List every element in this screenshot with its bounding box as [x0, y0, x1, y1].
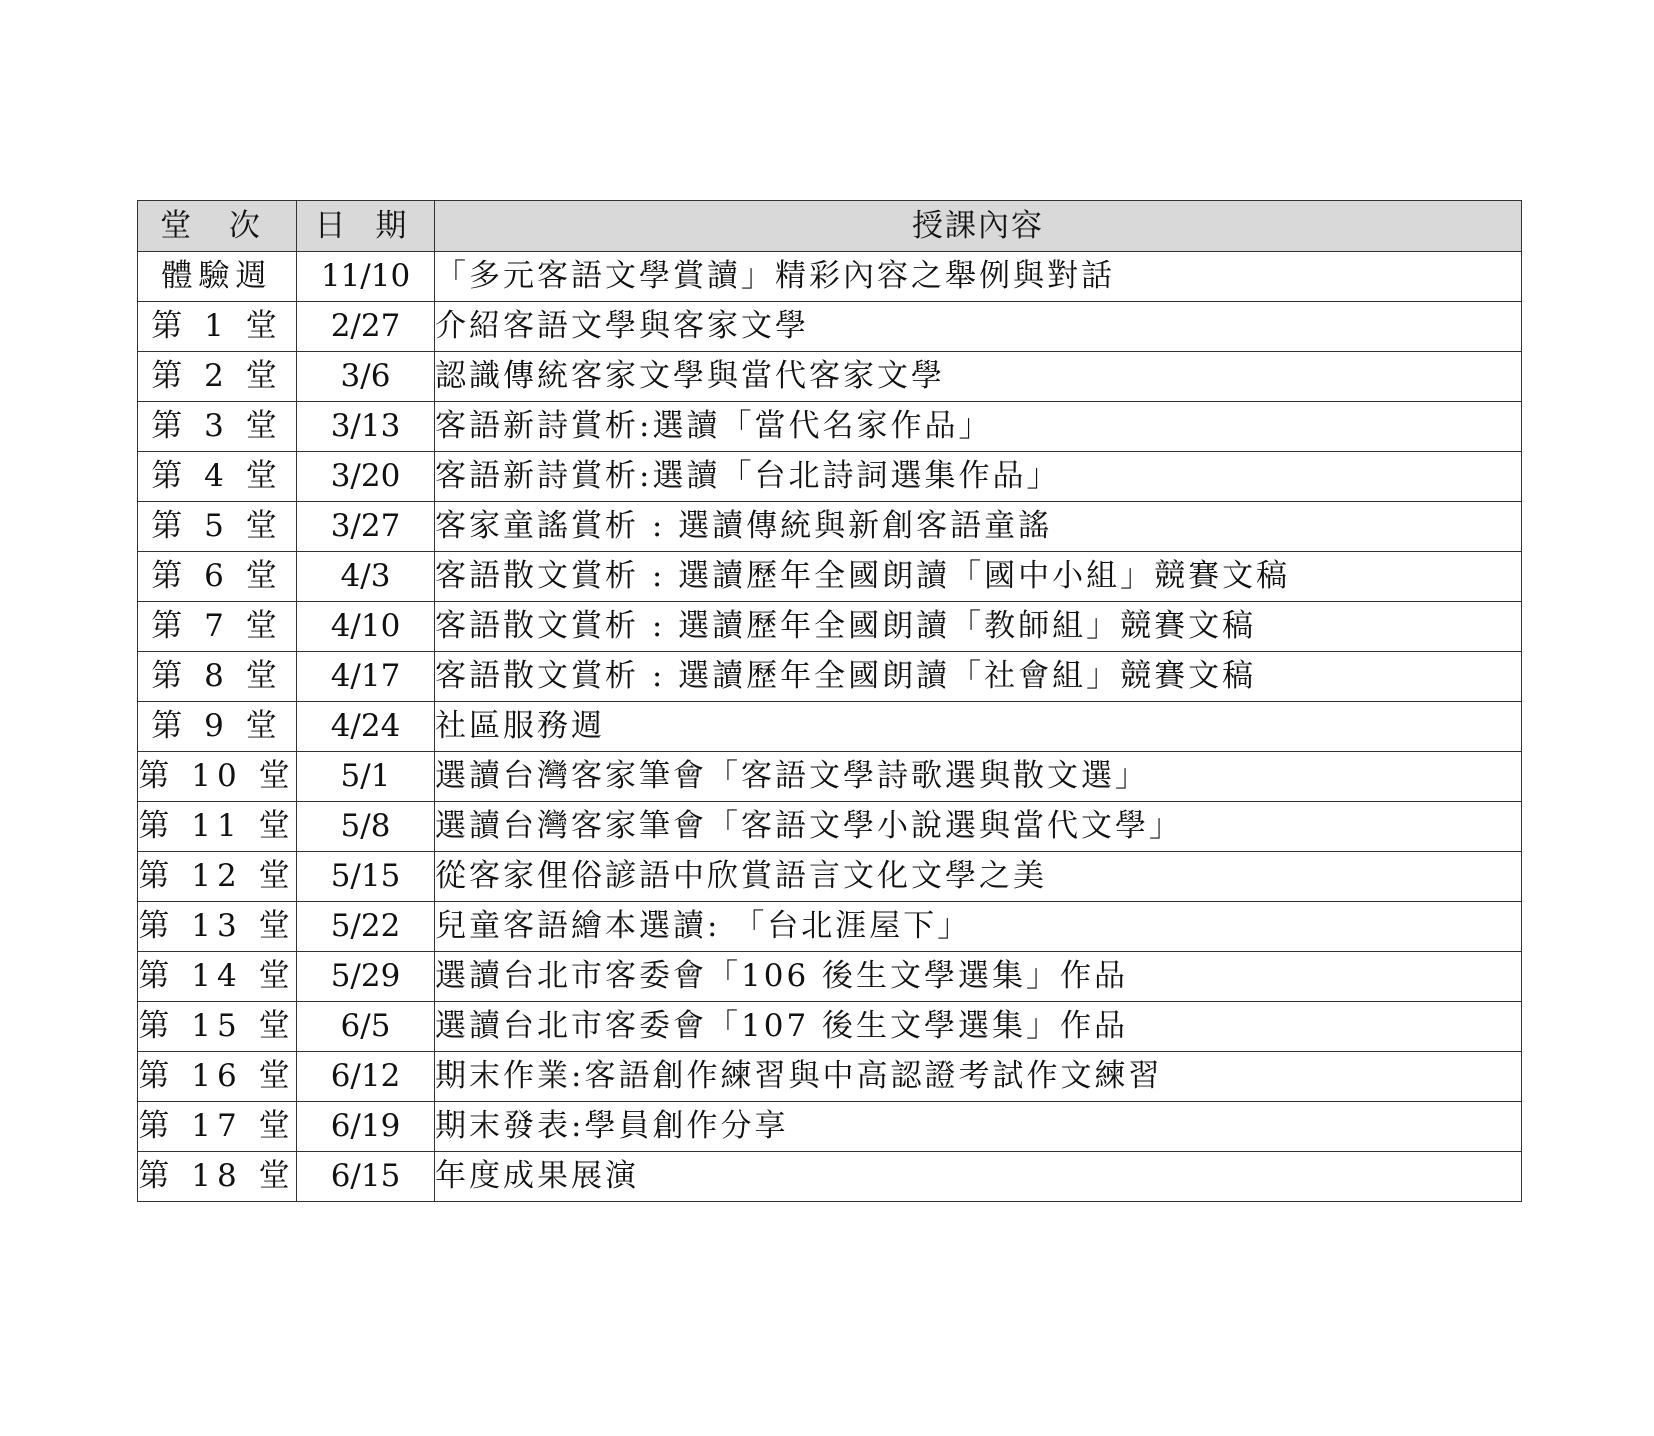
date-cell: 3/6 — [297, 352, 435, 402]
date-cell: 3/27 — [297, 502, 435, 552]
content-cell: 社區服務週 — [435, 702, 1522, 752]
session-cell: 第 8 堂 — [138, 652, 297, 702]
session-cell: 第 5 堂 — [138, 502, 297, 552]
header-session: 堂 次 — [138, 201, 297, 252]
date-cell: 5/8 — [297, 802, 435, 852]
content-cell: 客家童謠賞析 : 選讀傳統與新創客語童謠 — [435, 502, 1522, 552]
table-row — [138, 552, 1522, 602]
date-cell: 6/15 — [297, 1152, 435, 1202]
content-cell: 期末發表:學員創作分享 — [435, 1102, 1522, 1152]
date-cell: 3/13 — [297, 402, 435, 452]
content-cell: 客語散文賞析 : 選讀歷年全國朗讀「社會組」競賽文稿 — [435, 652, 1522, 702]
table-row — [138, 1152, 1522, 1202]
session-cell: 第 10 堂 — [138, 752, 297, 802]
table-row — [138, 902, 1522, 952]
session-cell: 第 1 堂 — [138, 302, 297, 352]
table-row — [138, 602, 1522, 652]
table-row — [138, 452, 1522, 502]
content-cell: 期末作業:客語創作練習與中高認證考試作文練習 — [435, 1052, 1522, 1102]
content-cell: 從客家俚俗諺語中欣賞語言文化文學之美 — [435, 852, 1522, 902]
session-cell: 體驗週 — [138, 252, 297, 302]
content-cell: 「多元客語文學賞讀」精彩內容之舉例與對話 — [435, 252, 1522, 302]
course-schedule-table — [137, 200, 1522, 1202]
session-cell: 第 7 堂 — [138, 602, 297, 652]
header-date: 日 期 — [297, 201, 435, 252]
date-cell: 6/19 — [297, 1102, 435, 1152]
content-cell: 年度成果展演 — [435, 1152, 1522, 1202]
session-cell: 第 14 堂 — [138, 952, 297, 1002]
content-cell: 選讀台北市客委會「107 後生文學選集」作品 — [435, 1002, 1522, 1052]
content-cell: 介紹客語文學與客家文學 — [435, 302, 1522, 352]
date-cell: 4/24 — [297, 702, 435, 752]
content-cell: 客語新詩賞析:選讀「台北詩詞選集作品」 — [435, 452, 1522, 502]
header-row — [138, 201, 1522, 252]
table-row — [138, 952, 1522, 1002]
content-cell: 認識傳統客家文學與當代客家文學 — [435, 352, 1522, 402]
date-cell: 2/27 — [297, 302, 435, 352]
date-cell: 6/5 — [297, 1002, 435, 1052]
session-cell: 第 4 堂 — [138, 452, 297, 502]
date-cell: 5/15 — [297, 852, 435, 902]
session-cell: 第 16 堂 — [138, 1052, 297, 1102]
content-cell: 客語散文賞析 : 選讀歷年全國朗讀「教師組」競賽文稿 — [435, 602, 1522, 652]
table-row — [138, 402, 1522, 452]
table-row — [138, 702, 1522, 752]
session-cell: 第 13 堂 — [138, 902, 297, 952]
date-cell: 5/1 — [297, 752, 435, 802]
session-cell: 第 3 堂 — [138, 402, 297, 452]
table-body — [138, 252, 1522, 1202]
session-cell: 第 6 堂 — [138, 552, 297, 602]
table-row — [138, 652, 1522, 702]
table-row — [138, 1052, 1522, 1102]
content-cell: 客語散文賞析 : 選讀歷年全國朗讀「國中小組」競賽文稿 — [435, 552, 1522, 602]
table-row — [138, 252, 1522, 302]
content-cell: 客語新詩賞析:選讀「當代名家作品」 — [435, 402, 1522, 452]
header-content: 授課內容 — [435, 201, 1522, 252]
date-cell: 4/17 — [297, 652, 435, 702]
content-cell: 選讀台灣客家筆會「客語文學小說選與當代文學」 — [435, 802, 1522, 852]
table-row — [138, 1002, 1522, 1052]
table-row — [138, 852, 1522, 902]
date-cell: 5/22 — [297, 902, 435, 952]
table-header — [138, 201, 1522, 252]
session-cell: 第 2 堂 — [138, 352, 297, 402]
table-row — [138, 502, 1522, 552]
session-cell: 第 18 堂 — [138, 1152, 297, 1202]
table-row — [138, 352, 1522, 402]
date-cell: 3/20 — [297, 452, 435, 502]
session-cell: 第 17 堂 — [138, 1102, 297, 1152]
content-cell: 兒童客語繪本選讀: 「台北涯屋下」 — [435, 902, 1522, 952]
date-cell: 11/10 — [297, 252, 435, 302]
content-cell: 選讀台北市客委會「106 後生文學選集」作品 — [435, 952, 1522, 1002]
date-cell: 5/29 — [297, 952, 435, 1002]
session-cell: 第 11 堂 — [138, 802, 297, 852]
date-cell: 6/12 — [297, 1052, 435, 1102]
table-row — [138, 752, 1522, 802]
session-cell: 第 9 堂 — [138, 702, 297, 752]
date-cell: 4/10 — [297, 602, 435, 652]
table-row — [138, 302, 1522, 352]
content-cell: 選讀台灣客家筆會「客語文學詩歌選與散文選」 — [435, 752, 1522, 802]
session-cell: 第 15 堂 — [138, 1002, 297, 1052]
date-cell: 4/3 — [297, 552, 435, 602]
session-cell: 第 12 堂 — [138, 852, 297, 902]
table-row — [138, 802, 1522, 852]
table-row — [138, 1102, 1522, 1152]
